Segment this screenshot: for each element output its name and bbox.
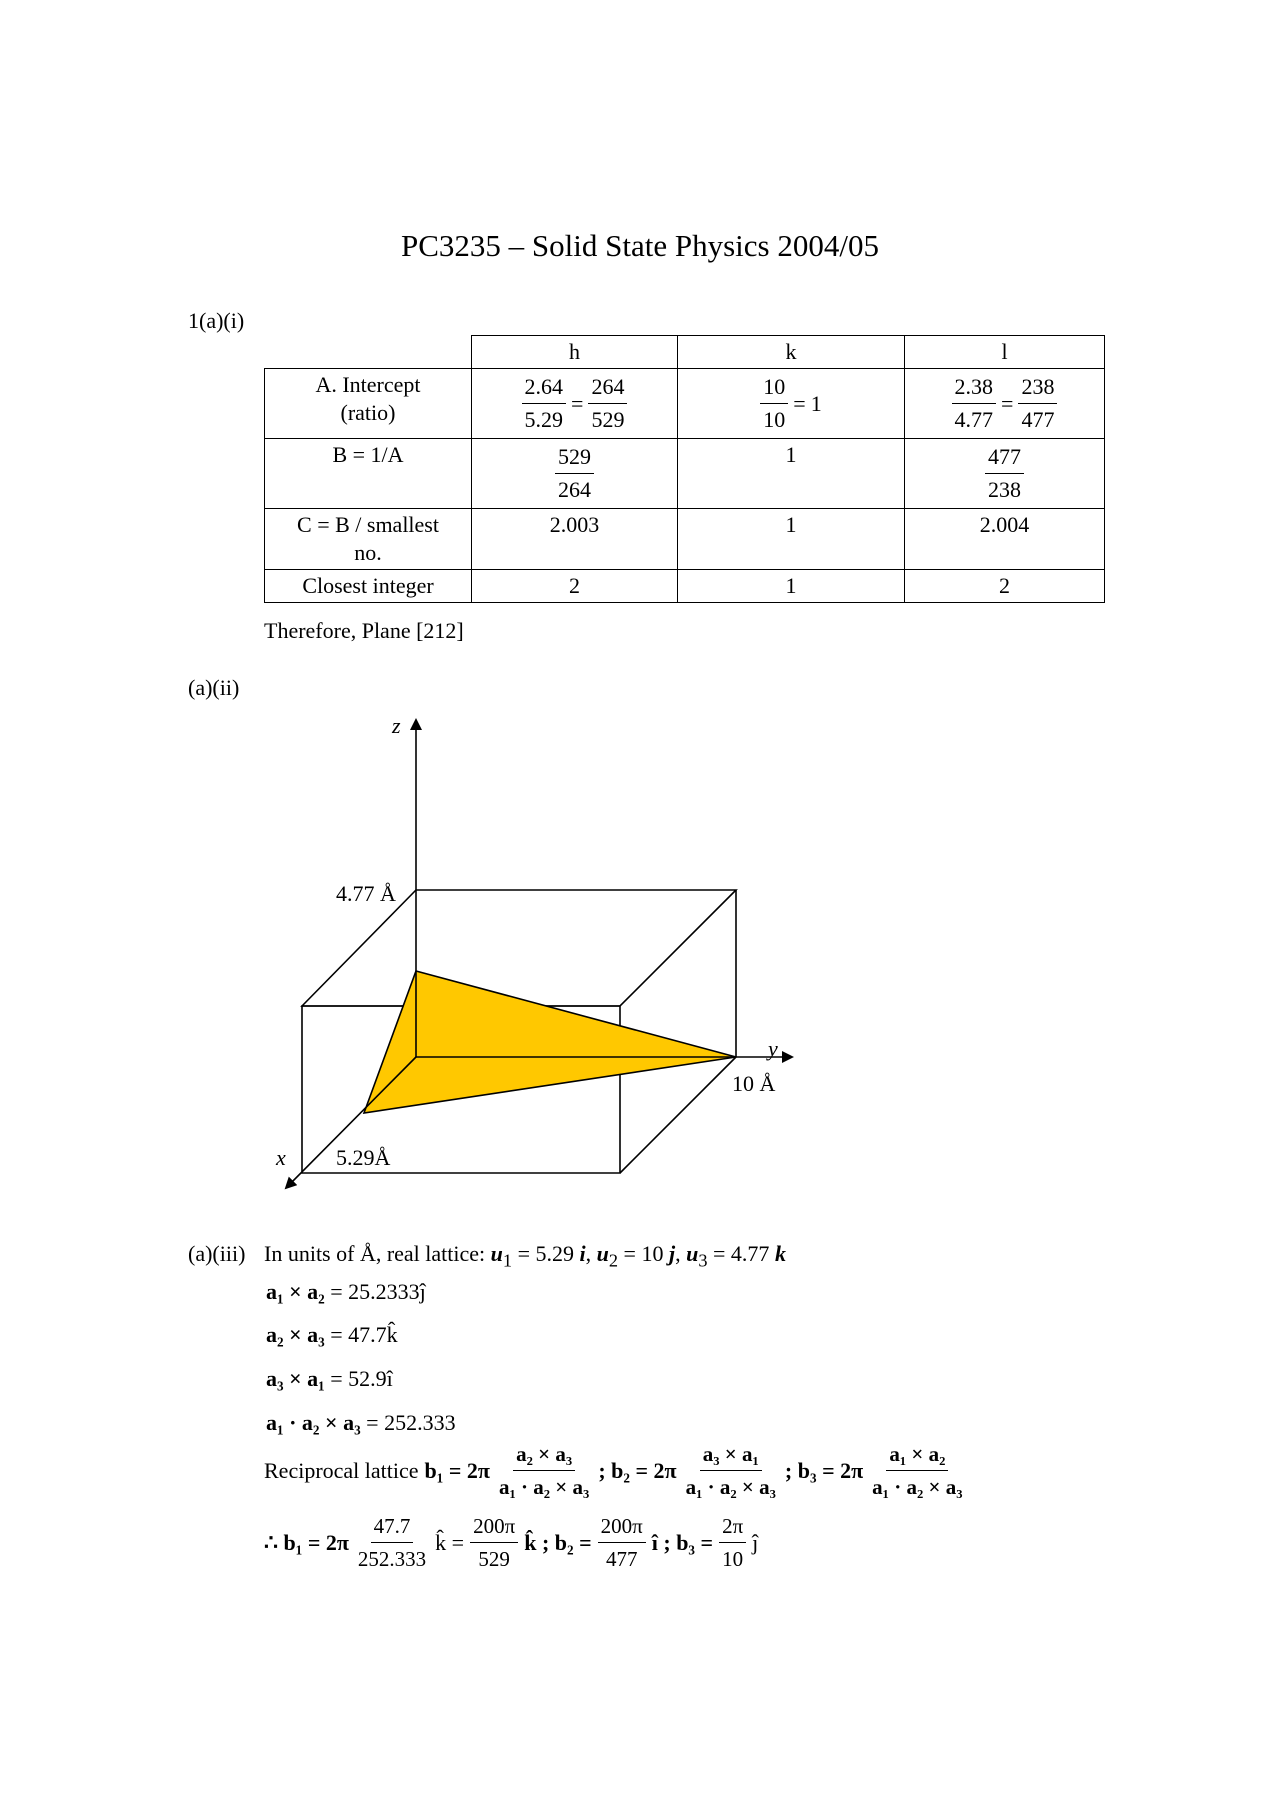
x-axis-label: x — [276, 1145, 286, 1170]
conclusion-text: Therefore, Plane [212] — [264, 618, 464, 643]
triple-product: a₁ · a₂ × a₃ = 252.333 — [266, 1410, 456, 1435]
cell-d-h: 2 — [472, 570, 678, 603]
cell-c-h: 2.003 — [472, 509, 678, 570]
cell-b-l: $\frac{477}{238}$ — [905, 439, 1105, 509]
cross-product-a2-a3: a₂ × a₃ = 47.7k̂ — [266, 1322, 398, 1347]
real-lattice-line: In units of Å, real lattice: $u_1 = 5.29$ i, $u_2 = 10$ j, $u_3 = 4.77$ k — [264, 1241, 786, 1271]
z-intercept-label: 4.77 Å — [336, 881, 396, 906]
y-axis-label: y — [768, 1036, 778, 1061]
row-label-intercept: A. Intercept (ratio) — [265, 369, 472, 439]
cell-a-k: $\frac{10}{10}$ = 1 — [678, 369, 905, 439]
reciprocal-lattice-result: ∴ b₁ = 2π $\frac{47.7}{252.333}$ k̂ = $\frac{200\pi}{529}$ k̂ ; b₂ = $\frac{200\pi}{477}$ î ; b₃ = $\frac{2\pi}{10}$ ĵ — [264, 1510, 758, 1575]
row-label-d: Closest integer — [265, 570, 472, 603]
header-l: l — [905, 336, 1105, 369]
section-label-1ai: 1(a)(i) — [188, 308, 245, 333]
header-k: k — [678, 336, 905, 369]
reciprocal-lattice-definition: Reciprocal lattice b₁ = 2π $\frac{\text{a₂ × a₃}}{\text{a₁ · a₂ × a₃}}$ ; b₂ = 2π $\frac{\text{a₃ × a₁}}{\text{a₁ · a₂ × a₃}}$ ; b₃ = 2π $\frac{\text{a₁ × a₂}}{\text{a₁ · a₂ × a₃}}$ — [264, 1438, 966, 1503]
cell-b-h: $\frac{529}{264}$ — [472, 439, 678, 509]
section-label-1aiii: (a)(iii) — [188, 1241, 246, 1266]
cell-d-l: 2 — [905, 570, 1105, 603]
cell-c-l: 2.004 — [905, 509, 1105, 570]
box-right-bottom-edge — [620, 1057, 736, 1173]
x-intercept-label: 5.29Å — [336, 1145, 391, 1170]
page-title: PC3235 – Solid State Physics 2004/05 — [401, 228, 879, 263]
cross-product-a1-a2: a₁ × a₂ = 25.2333ĵ — [266, 1279, 426, 1304]
cell-b-k: 1 — [678, 439, 905, 509]
cross-product-a3-a1: a₃ × a₁ = 52.9î — [266, 1366, 393, 1391]
box-top-face — [302, 890, 736, 1006]
cell-a-l: $\frac{2.38}{4.77}$ = $\frac{238}{477}$ — [905, 369, 1105, 439]
row-label-c: C = B / smallest no. — [265, 509, 472, 570]
header-h: h — [472, 336, 678, 369]
cell-c-k: 1 — [678, 509, 905, 570]
section-label-1aii: (a)(ii) — [188, 675, 240, 700]
cell-a-h: $\frac{2.64}{5.29}$ = $\frac{264}{529}$ — [472, 369, 678, 439]
miller-plane — [364, 971, 736, 1113]
row-label-b: B = 1/A — [265, 439, 472, 509]
y-intercept-label: 10 Å — [732, 1071, 776, 1096]
z-axis-label: z — [392, 713, 401, 738]
cell-d-k: 1 — [678, 570, 905, 603]
